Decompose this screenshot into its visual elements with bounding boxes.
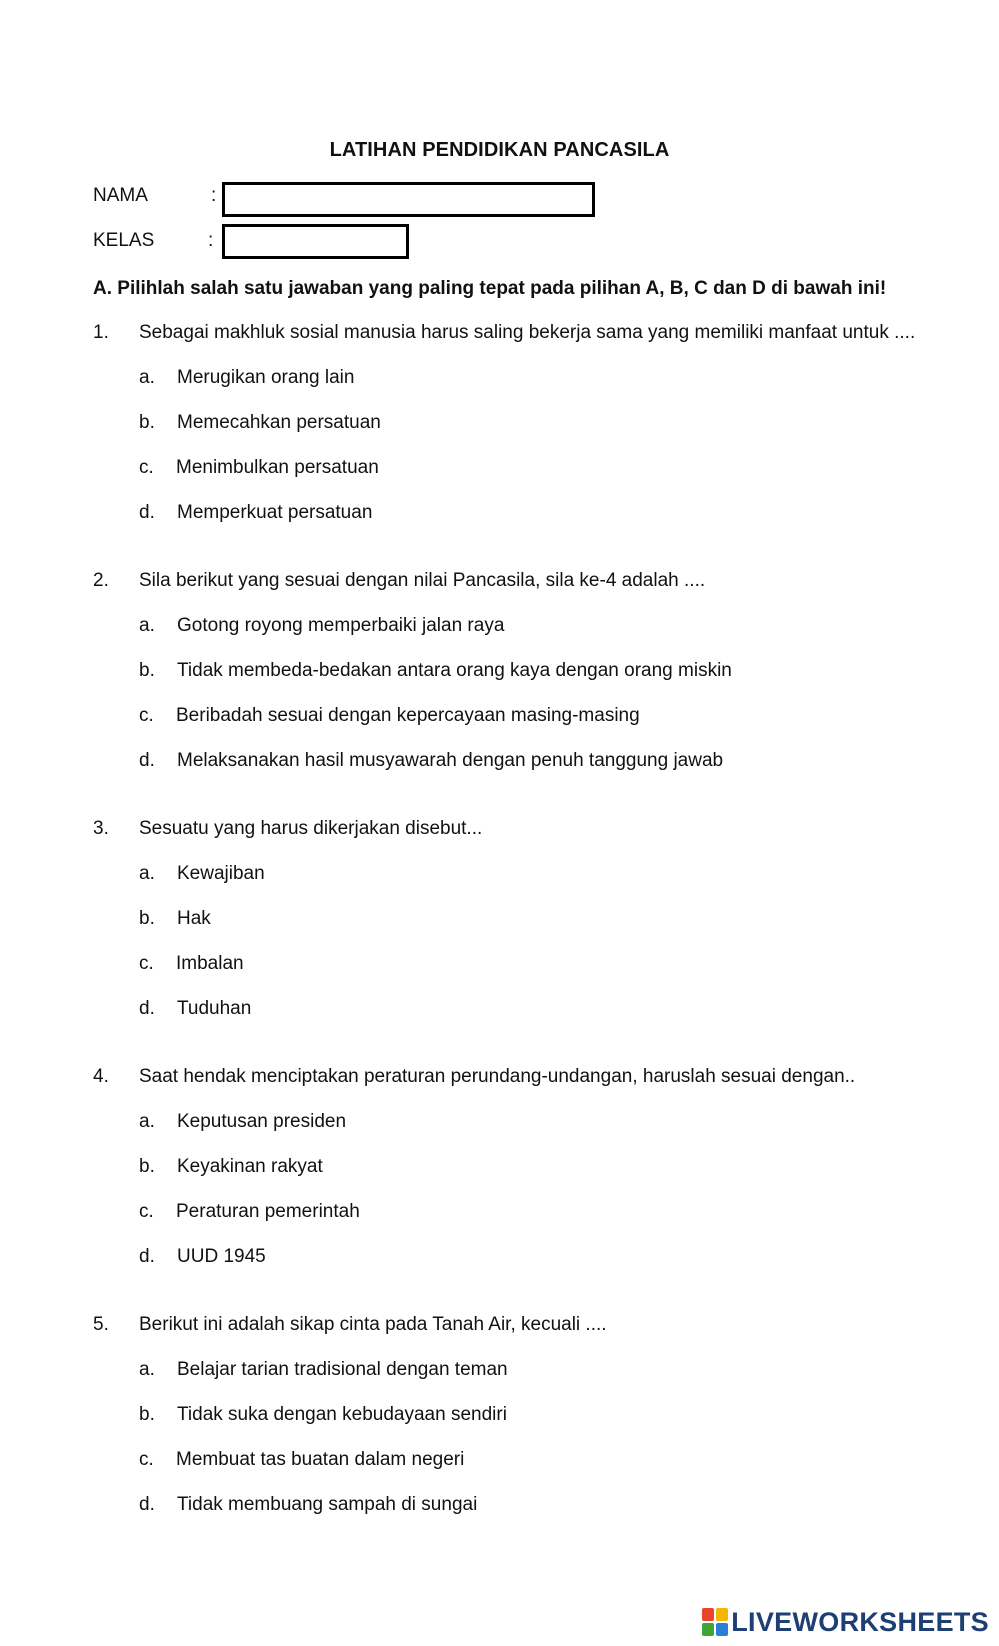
option-c[interactable] (0, 1444, 999, 1474)
option-text: Tuduhan (177, 998, 252, 1019)
option-letter: a. (139, 1359, 155, 1380)
question-number: 4. (93, 1066, 109, 1087)
question-number: 3. (93, 818, 109, 839)
kelas-colon: : (208, 230, 214, 251)
question-number: 2. (93, 570, 109, 591)
option-text: Memecahkan persatuan (177, 412, 381, 433)
option-letter: c. (139, 953, 154, 974)
option-letter: d. (139, 998, 155, 1019)
option-c[interactable] (0, 452, 999, 482)
option-c[interactable] (0, 948, 999, 978)
question-text: Saat hendak menciptakan peraturan perundang-undangan, haruslah sesuai dengan.. (139, 1066, 856, 1087)
question-text: Berikut ini adalah sikap cinta pada Tanah Air, kecuali .... (139, 1314, 607, 1335)
option-letter: b. (139, 1404, 155, 1425)
option-text: Beribadah sesuai dengan kepercayaan masing-masing (176, 705, 640, 726)
liveworksheets-logo-icon (702, 1608, 728, 1636)
logo-square-green (702, 1623, 714, 1636)
option-text: Memperkuat persatuan (177, 502, 373, 523)
option-a[interactable] (0, 1106, 999, 1136)
option-text: Gotong royong memperbaiki jalan raya (177, 615, 505, 636)
option-b[interactable] (0, 903, 999, 933)
option-d[interactable] (0, 993, 999, 1023)
option-letter: d. (139, 1494, 155, 1515)
option-a[interactable] (0, 610, 999, 640)
option-letter: a. (139, 615, 155, 636)
option-text: Tidak suka dengan kebudayaan sendiri (177, 1404, 507, 1425)
question-text: Sila berikut yang sesuai dengan nilai Pancasila, sila ke-4 adalah .... (139, 570, 706, 591)
nama-colon: : (211, 185, 217, 206)
option-letter: c. (139, 705, 154, 726)
option-text: Imbalan (176, 953, 244, 974)
kelas-label: KELAS (93, 230, 155, 251)
option-text: Tidak membuang sampah di sungai (177, 1494, 478, 1515)
option-letter: b. (139, 412, 155, 433)
option-letter: c. (139, 1201, 154, 1222)
option-c[interactable] (0, 1196, 999, 1226)
option-a[interactable] (0, 858, 999, 888)
option-letter: a. (139, 367, 155, 388)
logo-square-blue (716, 1623, 728, 1636)
kelas-input[interactable] (222, 224, 409, 259)
option-letter: a. (139, 1111, 155, 1132)
option-text: Membuat tas buatan dalam negeri (176, 1449, 465, 1470)
option-text: UUD 1945 (177, 1246, 266, 1267)
option-text: Menimbulkan persatuan (176, 457, 379, 478)
option-text: Tidak membeda-bedakan antara orang kaya dengan orang miskin (177, 660, 732, 681)
question-number: 5. (93, 1314, 109, 1335)
option-b[interactable] (0, 1399, 999, 1429)
option-text: Merugikan orang lain (177, 367, 355, 388)
question-number: 1. (93, 322, 109, 343)
option-text: Hak (177, 908, 211, 929)
option-letter: c. (139, 457, 154, 478)
option-a[interactable] (0, 1354, 999, 1384)
option-letter: d. (139, 502, 155, 523)
option-b[interactable] (0, 407, 999, 437)
option-b[interactable] (0, 655, 999, 685)
logo-square-red (702, 1608, 714, 1621)
option-c[interactable] (0, 700, 999, 730)
logo-text: LIVEWORKSHEETS (731, 1606, 989, 1637)
page-title: LATIHAN PENDIDIKAN PANCASILA (329, 139, 670, 161)
question-text: Sebagai makhluk sosial manusia harus saling bekerja sama yang memiliki manfaat untuk .... (139, 322, 916, 343)
option-text: Peraturan pemerintah (176, 1201, 360, 1222)
option-letter: c. (139, 1449, 154, 1470)
option-letter: a. (139, 863, 155, 884)
option-text: Kewajiban (177, 863, 265, 884)
option-letter: d. (139, 1246, 155, 1267)
nama-input[interactable] (222, 182, 595, 217)
option-text: Keyakinan rakyat (177, 1156, 323, 1177)
question-text: Sesuatu yang harus dikerjakan disebut... (139, 818, 483, 839)
option-letter: b. (139, 908, 155, 929)
option-text: Keputusan presiden (177, 1111, 347, 1132)
option-d[interactable] (0, 497, 999, 527)
option-text: Melaksanakan hasil musyawarah dengan penuh tanggung jawab (177, 750, 724, 771)
liveworksheets-logo (702, 1605, 989, 1639)
option-b[interactable] (0, 1151, 999, 1181)
logo-square-yellow (716, 1608, 728, 1621)
option-d[interactable] (0, 1241, 999, 1271)
option-letter: b. (139, 660, 155, 681)
option-letter: d. (139, 750, 155, 771)
option-d[interactable] (0, 1489, 999, 1519)
option-text: Belajar tarian tradisional dengan teman (177, 1359, 508, 1380)
nama-label: NAMA (93, 185, 148, 206)
instruction-text: A. Pilihlah salah satu jawaban yang paling tepat pada pilihan A, B, C dan D di bawah ini! (93, 278, 887, 299)
option-a[interactable] (0, 362, 999, 392)
option-d[interactable] (0, 745, 999, 775)
option-letter: b. (139, 1156, 155, 1177)
